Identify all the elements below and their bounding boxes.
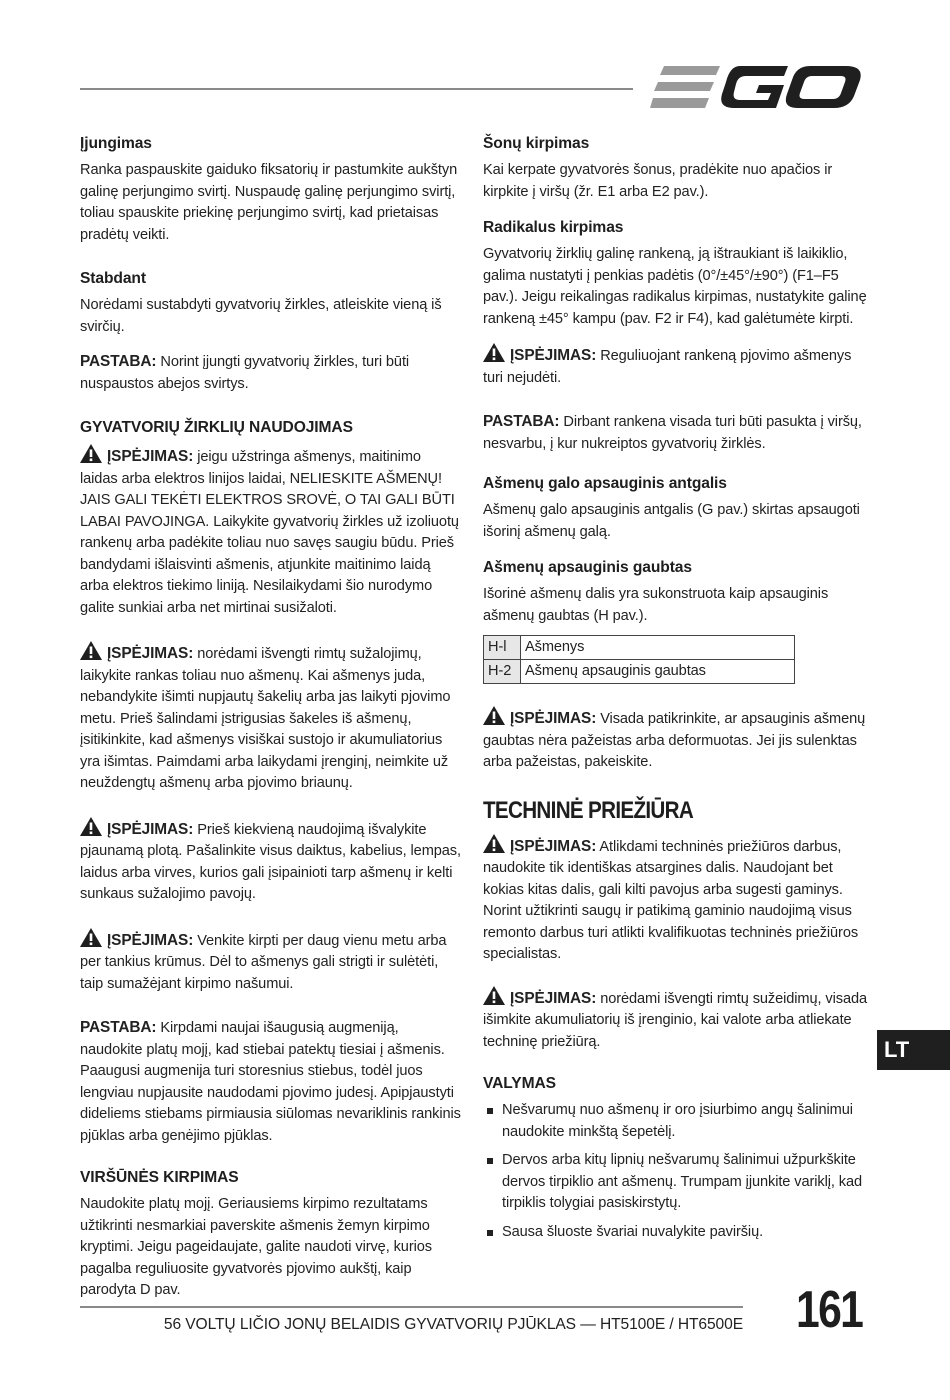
note-naudojimas bbox=[80, 1017, 462, 1147]
note-label: PASTABA: bbox=[80, 1019, 157, 1036]
footer-rule bbox=[80, 1306, 743, 1308]
language-tab: LT bbox=[877, 1030, 950, 1070]
section-galo bbox=[483, 473, 867, 543]
heading-stabdant: Stabdant bbox=[80, 270, 146, 287]
table-row bbox=[484, 636, 795, 660]
warning-triangle-icon bbox=[483, 706, 505, 725]
part-code: H-l bbox=[484, 636, 521, 660]
warning-1 bbox=[80, 444, 462, 619]
warning-triangle-icon bbox=[483, 834, 505, 853]
text-gaubtas: Išorinė ašmenų dalis yra sukonstruota kaip apsauginis ašmenų gaubtas (H pav.). bbox=[483, 586, 829, 624]
warning-label: ĮSPĖJIMAS: bbox=[107, 931, 194, 949]
warning-gaubtas bbox=[483, 706, 867, 774]
warning-text: Prieš kiekvieną naudojimą išvalykite pjaunamą plotą. Pašalinkite visus daiktus, kabelius, lempas, laidus arba virves, kurios gali įsipainioti tarp ašmenų ir kelti sunkaus sužalojimo pavojų. bbox=[80, 821, 461, 902]
warning-text: jeigu užstringa ašmenys, maitinimo laidas arba elektros linijos laidai, NELIESKITE AŠMENŲ! JAIS GALI TEKĖTI ELEKTROS SROVĖ, O TAI GALI BŪTI LABAI PAVOJINGA. Laikykite gyvatvorių žirkles už izoliuotų rankenų arba padėkite toliau nuo savęs saugiu būdu. Prieš bandydami išlaisvinti ašmenis, atjunkite maitinimo laidą arba elektros tiekimo liniją. Nesilaikydami šio nurodymo galite sunkiai arba net mirtinai susižaloti. bbox=[80, 449, 459, 616]
warning-triangle-icon bbox=[80, 817, 102, 836]
warning-label: ĮSPĖJIMAS: bbox=[107, 645, 194, 662]
warning-2 bbox=[80, 641, 462, 795]
warning-label: ĮSPĖJIMAS: bbox=[510, 837, 597, 855]
section-naudojimas bbox=[80, 417, 462, 1147]
warning-text: Venkite kirpti per daug vienu metu arba per tankius krūmus. Dėl to ašmenys gali strigti ir sulėtėti, taip sumažėjant kirpimo našumui. bbox=[80, 932, 447, 992]
warning-triangle-icon bbox=[80, 444, 102, 463]
warning-prieziura-2 bbox=[483, 986, 867, 1054]
list-item: Sausa šluoste švariai nuvalykite paviršių. bbox=[483, 1222, 867, 1244]
warning-label: ĮSPĖJIMAS: bbox=[107, 448, 194, 465]
section-prieziura bbox=[483, 796, 867, 1054]
note-text: Kirpdami naujai išaugusią augmeniją, naudokite platų mojį, kad stiebai patektų tiesiai į ašmenis. Paaugusi augmenija turi storesnius stiebus, todėl juos lengviau nupjausite naudodami pjovimo judesį. Apipjaustyti dideliems stiebams pirmiausia siūlomas nevariklinis rankinis pjūklas arba genėjimo pjūklas. bbox=[80, 1020, 461, 1144]
section-radikalus bbox=[483, 217, 867, 455]
warning-triangle-icon bbox=[80, 641, 102, 660]
ego-logo bbox=[650, 62, 862, 114]
section-stabdant bbox=[80, 268, 462, 395]
note-label: PASTABA: bbox=[483, 413, 560, 430]
right-column bbox=[483, 133, 867, 1257]
warning-3 bbox=[80, 817, 462, 906]
left-column bbox=[80, 133, 462, 1316]
heading-sonu: Šonų kirpimas bbox=[483, 135, 590, 152]
note-text: Dirbant rankena visada turi būti pasukta į viršų, nesvarbu, į kur nukreiptos gyvatvorių žirklės. bbox=[483, 414, 862, 452]
heading-valymas: VALYMAS bbox=[483, 1075, 556, 1092]
text-stabdant: Norėdami sustabdyti gyvatvorių žirkles, atleiskite vieną iš svirčių. bbox=[80, 297, 442, 335]
heading-naudojimas: GYVATVORIŲ ŽIRKLIŲ NAUDOJIMAS bbox=[80, 419, 353, 436]
heading-virsunes: VIRŠŪNĖS KIRPIMAS bbox=[80, 1169, 239, 1186]
logo-o bbox=[786, 66, 861, 108]
section-valymas bbox=[483, 1073, 867, 1243]
list-item: Dervos arba kitų lipnių nešvarumų šalinimui užpurkškite dervos tirpiklio ant ašmenų. Trumpam įjunkite variklį, kad tirpiklis tolygiai pasiskirstytų. bbox=[483, 1150, 867, 1215]
header-rule bbox=[80, 88, 633, 90]
warning-radikalus bbox=[483, 343, 867, 389]
heading-ijungimas: Įjungimas bbox=[80, 135, 152, 152]
part-desc: Ašmenų apsauginis gaubtas bbox=[521, 660, 795, 684]
page-number: 161 bbox=[796, 1281, 863, 1339]
section-gaubtas bbox=[483, 557, 867, 774]
text-radikalus: Gyvatvorių žirklių galinę rankeną, ją ištraukiant iš laikiklio, galima nustatyti į penkias padėtis (0°/±45°/±90°) (F1–F5 pav.). Jeigu reikalingas radikalus kirpimas, nustatykite galinę rankeną ±45° kampu (pav. F2 ir F4), kad galėtumėte kirpti. bbox=[483, 246, 867, 327]
section-sonu bbox=[483, 133, 867, 203]
warning-label: ĮSPĖJIMAS: bbox=[510, 710, 597, 727]
footer-product-title: 56 VOLTŲ LIČIO JONŲ BELAIDIS GYVATVORIŲ PJŪKLAS — HT5100E / HT6500E bbox=[163, 1316, 743, 1333]
part-code: H-2 bbox=[484, 660, 521, 684]
warning-text: Visada patikrinkite, ar apsauginis ašmenų gaubtas nėra pažeistas arba deformuotas. Jei jis sulenktas arba pažeistas, pakeiskite. bbox=[483, 711, 866, 770]
heading-galo: Ašmenų galo apsauginis antgalis bbox=[483, 475, 727, 492]
parts-table bbox=[483, 635, 795, 684]
text-galo: Ašmenų galo apsauginis antgalis (G pav.) skirtas apsaugoti išorinį ašmenų galą. bbox=[483, 502, 860, 540]
warning-prieziura-1 bbox=[483, 834, 867, 966]
section-virsunes bbox=[80, 1167, 462, 1302]
warning-triangle-icon bbox=[483, 986, 505, 1005]
cleaning-list bbox=[483, 1100, 867, 1243]
text-ijungimas: Ranka paspauskite gaiduko fiksatorių ir pastumkite aukštyn galinę perjungimo svirtį. Nuspaudę galinę perjungimo svirtį, toliau spauskite priekinę perjungimo svirtį, kad prietaisas pradėtų veikti. bbox=[80, 162, 458, 243]
text-virsunes: Naudokite platų mojį. Geriausiems kirpimo rezultatams užtikrinti nesmarkiai paverskite ašmenis žemyn kirpimo kryptimi. Jeigu pageidaujate, galite naudoti virvę, kurios pagalba reguliuosite gyvatvorės pjovimo aukštį, kaip parodyta D pav. bbox=[80, 1196, 432, 1298]
warning-text: norėdami išvengti rimtų sužeidimų, visada išimkite akumuliatorių iš įrenginio, kai valote arba atliekate techninę priežiūrą. bbox=[483, 990, 868, 1050]
logo-g bbox=[721, 66, 788, 108]
warning-4 bbox=[80, 928, 462, 996]
warning-text: Atlikdami techninės priežiūros darbus, naudokite tik identiškas atsargines dalis. Naudojant bet kokias kitas dalis, gali kilti pavojus arba sugesti gaminys. Norint užtikrinti saugų ir patikimą gaminio naudojimą visus remonto darbus turi atlikti kvalifikuotas techninės priežiūros specialistas. bbox=[483, 838, 859, 962]
warning-text: Reguliuojant rankeną pjovimo ašmenys turi nejudėti. bbox=[483, 348, 852, 386]
warning-text: norėdami išvengti rimtų sužalojimų, laikykite rankas toliau nuo ašmenų. Kai ašmenys juda, nebandykite išimti nupjautų šakelių arba jas laikyti pjovimo metu. Prieš šalindami įstrigusias šakeles iš ašmenų, įsitikinkite, kad ašmenys visiškai sustojo ir akumuliatorius yra išimtas. Paimdami arba laikydami įrenginį, neimkite už neuždengtų ašmenų arba pjovimo briaunų. bbox=[80, 646, 451, 791]
heading-prieziura: TECHNINĖ PRIEŽIŪRA bbox=[483, 796, 694, 824]
list-item: Nešvarumų nuo ašmenų ir oro įsiurbimo angų šalinimui naudokite minkštą šepetėlį. bbox=[483, 1100, 867, 1143]
note-label: PASTABA: bbox=[80, 353, 157, 370]
table-row bbox=[484, 660, 795, 684]
warning-label: ĮSPĖJIMAS: bbox=[510, 989, 597, 1007]
warning-triangle-icon bbox=[483, 343, 505, 362]
text-sonu: Kai kerpate gyvatvorės šonus, pradėkite nuo apačios ir kirpkite į viršų (žr. E1 arba E2 pav.). bbox=[483, 162, 833, 200]
warning-label: ĮSPĖJIMAS: bbox=[107, 820, 194, 838]
heading-gaubtas: Ašmenų apsauginis gaubtas bbox=[483, 559, 692, 576]
note-radikalus bbox=[483, 411, 867, 455]
logo-e-bars bbox=[650, 66, 720, 108]
heading-radikalus: Radikalus kirpimas bbox=[483, 219, 624, 236]
warning-triangle-icon bbox=[80, 928, 102, 947]
note-stabdant bbox=[80, 351, 462, 395]
warning-label: ĮSPĖJIMAS: bbox=[510, 347, 597, 364]
section-ijungimas bbox=[80, 133, 462, 246]
note-text: Norint įjungti gyvatvorių žirkles, turi būti nuspaustos abejos svirtys. bbox=[80, 354, 410, 392]
part-desc: Ašmenys bbox=[521, 636, 795, 660]
